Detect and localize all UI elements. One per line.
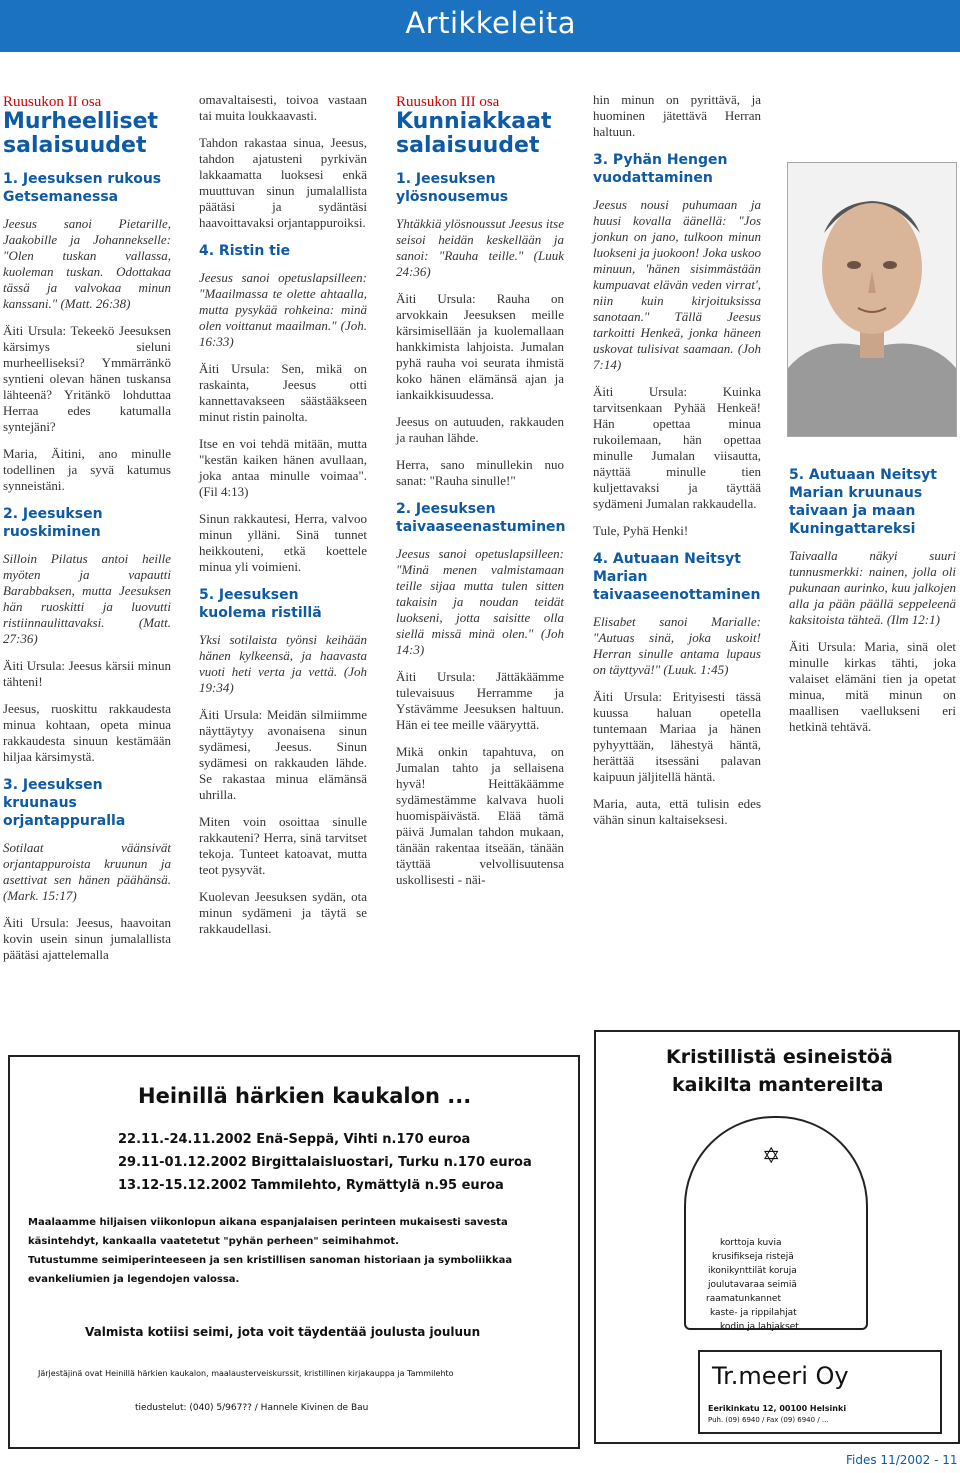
ad-list-item: krusifikseja ristejä (712, 1252, 794, 1262)
ad-body-line: Tutustumme seimiperinteeseen ja sen kristillisen sanoman historiaan ja symboliikkaa (28, 1255, 513, 1266)
star-icon: ✡ (762, 1144, 781, 1169)
paragraph: Jeesus, ruoskittu rakkaudesta minua kohtaan, opeta minua rakkaudesta sinuun kestämään hiljaa kärsimystä. (3, 701, 171, 764)
paragraph: Sinun rakkautesi, Herra, valvoo minun ylläni. Sinä tunnet heikkouteni, etkä koettele minua yli voimieni. (199, 511, 367, 574)
series-label: Ruusukon II osa (3, 94, 102, 110)
paragraph: Itse en voi tehdä mitään, mutta "kestän kaiken hänen avullaan, joka antaa minulle voimaa". (Fil 4:13) (199, 436, 367, 499)
paragraph: Tahdon rakastaa sinua, Jeesus, tahdon ajatusteni pyrkivän lakkaamatta luoksesi enkä muuttuvan sinun jumalallista päätäsi ja sydäntäsi haavoittavaksi orjantappuroiksi. (199, 135, 367, 230)
ad-list-item: joulutavaraa seimiä (708, 1280, 797, 1290)
ad-list-item: kaste- ja rippilahjat (710, 1308, 797, 1318)
paragraph: omavaltaisesti, toivoa vastaan tai muita loukkaavasti. (199, 92, 367, 123)
section-heading: 1. Jeesuksen rukous Getsemanessa (3, 171, 162, 205)
ad-brand-box (698, 1350, 942, 1434)
paragraph: Äiti Ursula: Jeesus kärsii minun tähteni! (3, 658, 171, 689)
section-heading: 2. Jeesuksen taivaaseenastuminen (396, 501, 566, 535)
section-heading: 5. Autuaan Neitsyt Marian kruunaus taivaan ja maan Kuningattareksi (789, 467, 937, 537)
scripture-quote: Elisabet sanoi Marialle: "Autuas sinä, joka uskoit! Herran sinulle antama lupaus on täyttyvä!" (Luuk. 1:45) (593, 614, 761, 677)
scripture-quote: Silloin Pilatus antoi heille myöten ja vapautti Barabbaksen, mutta Jeesuksen hän ruoskitti ja luovutti ristiinnaulittavaksi. (Matt. 27:36) (3, 551, 171, 646)
ad-body-line: Maalaamme hiljaisen viikonlopun aikana espanjalaisen perinteen mukaisesti savesta (28, 1217, 508, 1228)
ad-headline: Kristillistä esineistöä (666, 1046, 893, 1068)
paragraph: hin minun on pyrittävä, ja huominen jätettävä Herran haltuun. (593, 92, 761, 139)
ad-small-print: tiedustelut: (040) 5/967?? / Hannele Kivinen de Bau (135, 1403, 369, 1413)
series-title: Kunniakkaat salaisuudet (396, 109, 552, 158)
page-footer: Fides 11/2002 - 11 (846, 1453, 958, 1467)
paragraph: Äiti Ursula: Rauha on arvokkain Jeesuksen meille kärsimisellään ja kuolemallaan hankkimista lahjoista. Jumalan pyhä rauha voi seurata ihmistä koko hänen elämänsä ajan ja iankaikkisuudessa. (396, 291, 564, 402)
paragraph: Kuolevan Jeesuksen sydän, ota minun sydämeni ja täytä se rakkaudellasi. (199, 889, 367, 936)
scripture-quote: Jeesus nousi puhumaan ja huusi kovalla äänellä: "Jos jonkun on jano, tulkoon minun luokseni ja juokoon! Joka uskoo minuun, 'hänen sisimmästään kumpuavat elävän veden virrat', niin kuin kirjoituksissa sanotaan." Tällä Jeesus tarkoitti Henkeä, jonka häneen uskovat tulisivat saamaan. (Joh 7:14) (593, 197, 761, 372)
column-3 (396, 94, 564, 899)
paragraph: Maria, Äitini, ano minulle todellinen ja syvä katumus synneistäni. (3, 446, 171, 493)
paragraph: Äiti Ursula: Kuinka tarvitsenkaan Pyhää Henkeä! Hän opettaa minua rukoilemaan, hän opettaa minulle Jumalan viisautta, näyttää minulle tien kuljettavaksi ja täyttää sydämeni Jumalan rakkaudella. (593, 384, 761, 511)
paragraph: Äiti Ursula: Sen, mikä on raskainta, Jeesus otti kannettavakseen säästääkseen minut ristin painolta. (199, 361, 367, 424)
paragraph: Äiti Ursula: Jeesus, haavoitan kovin usein sinun jumalallista päätäsi ajattelemalla (3, 915, 171, 962)
brand-address: Eerikinkatu 12, 00100 Helsinki (708, 1404, 847, 1413)
page-title: Artikkeleita (405, 6, 576, 40)
scripture-quote: Sotilaat väänsivät orjantappuroista kruunun ja asettivat sen hänen päähänsä. (Mark. 15:17) (3, 840, 171, 903)
section-heading: 2. Jeesuksen ruoskiminen (3, 506, 103, 540)
paragraph: Äiti Ursula: Tekeekö Jeesuksen kärsimys sieluni murheelliseksi? Ymmärränkö syntieni olevan hänen tuskansa lähteenä? Yritänkö lohduttaa Herraa edes katumalla syntejäni? (3, 323, 171, 434)
section-heading: 4. Autuaan Neitsyt Marian taivaaseenottaminen (593, 551, 761, 603)
scripture-quote: Taivaalla näkyi suuri tunnusmerkki: nainen, jolla oli pukunaan aurinko, kuu jalkojen alla ja pään päällä seppeleenä kaksitoista tähteä. (Ilm 12:1) (789, 548, 956, 627)
brand-phone: Puh. (09) 6940 / Fax (09) 6940 / ... (708, 1416, 829, 1424)
paragraph: Maria, auta, että tulisin edes vähän sinun kaltaiseksesi. (593, 796, 761, 827)
portrait-photo (787, 162, 957, 437)
section-heading: 3. Pyhän Hengen vuodattaminen (593, 152, 728, 186)
header-bar (0, 0, 960, 52)
paragraph: Äiti Ursula: Erityisesti tässä kuussa haluan opetella tuntemaan Mariaa ja hänen pyhyyttään, lähestyä häntä, herättää itsessäni palavan kaipuun jäljitellä häntä. (593, 689, 761, 784)
ad-body-line: evankeliumien ja legendojen valossa. (28, 1274, 240, 1285)
section-heading: 4. Ristin tie (199, 243, 291, 259)
scripture-quote: Yhtäkkiä ylösnoussut Jeesus itse seisoi heidän keskellään ja sanoi: "Rauha teille." (Luuk 24:36) (396, 216, 564, 279)
column-1 (3, 94, 171, 974)
column-4 (593, 92, 761, 839)
section-heading: 1. Jeesuksen ylösnousemus (396, 171, 509, 205)
column-2 (199, 92, 367, 948)
paragraph: Jeesus on autuuden, rakkauden ja rauhan lähde. (396, 414, 564, 445)
advertisement-nativity-course (8, 1055, 580, 1449)
ad-list-item: korttoja kuvia (720, 1238, 782, 1248)
ad-list-item: raamatunkannet (706, 1294, 781, 1304)
paragraph: Tule, Pyhä Henki! (593, 523, 689, 538)
paragraph: Mikä onkin tapahtuva, on Jumalan tahto ja sellaisena hyvä! Heittäkäämme sydämestämme kalvava huoli huomispäivästä. Elää tämä päivä Jumalan tahdon mukaan, tänään rakentaa itseään, tänään täyttää velvollisuutensa uskollisesti - näi- (396, 744, 564, 887)
ad-list-item: ikonikynttilät koruja (708, 1266, 797, 1276)
ad-small-print: Järjestäjinä ovat Heinillä härkien kaukalon, maalausterveiskurssit, kristillinen kirjakauppa ja Tammilehto (38, 1369, 454, 1378)
scripture-quote: Yksi sotilaista työnsi keihään hänen kylkeensä, ja haavasta vuoti heti verta ja vettä. (Joh 19:34) (199, 632, 367, 695)
ad-headline: Heinillä härkien kaukalon ... (138, 1084, 472, 1108)
portrait-image (788, 163, 956, 436)
section-heading: 3. Jeesuksen kruunaus orjantappuralla (3, 777, 126, 829)
ad-date-line: 22.11.-24.11.2002 Enä-Seppä, Vihti n.170 euroa (118, 1132, 471, 1147)
ad-list-item: kodin ja lahjakset (720, 1322, 799, 1332)
column-5 (789, 460, 956, 746)
series-label: Ruusukon III osa (396, 94, 500, 110)
ad-banner-text: Valmista kotiisi seimi, jota voit täydentää joulusta jouluun (85, 1325, 481, 1339)
advertisement-christian-goods (594, 1030, 960, 1444)
ad-date-line: 13.12-15.12.2002 Tammilehto, Rymättylä n.95 euroa (118, 1178, 504, 1193)
paragraph: Äiti Ursula: Jättäkäämme tulevaisuus Herramme ja Ystävämme Jeesuksen haltuun. Hän ei tee meille vääryyttä. (396, 669, 564, 732)
series-title: Murheelliset salaisuudet (3, 109, 159, 158)
scripture-quote: Jeesus sanoi opetuslapsilleen: "Maailmassa te olette ahtaalla, mutta pysykää rohkeina: minä olen voittanut maailman." (Joh. 16:33) (199, 270, 367, 349)
scripture-quote: Jeesus sanoi Pietarille, Jaakobille ja Johannekselle: "Olen tuskan vallassa, kuoleman tuskan. Odottakaa tässä ja valvokaa minun kanssani." (Matt. 26:38) (3, 216, 171, 311)
section-heading: 5. Jeesuksen kuolema ristillä (199, 587, 322, 621)
ad-date-line: 29.11-01.12.2002 Birgittalaisluostari, Turku n.170 euroa (118, 1155, 532, 1170)
paragraph: Herra, sano minullekin nuo sanat: "Rauha sinulle!" (396, 457, 564, 488)
paragraph: Äiti Ursula: Meidän silmiimme näyttäytyy avonaisena sinun sydämesi, Jeesus. Sinun sydämesi on rakkauden lähde. Se rakastaa minua elämänsä uhrilla. (199, 707, 367, 802)
ad-headline: kaikilta mantereilta (672, 1074, 884, 1096)
scripture-quote: Jeesus sanoi opetuslapsilleen: "Minä menen valmistamaan teille sijaa mutta tulen sitten takaisin ja noudan teidät luokseni, jotta saisitte olla siellä missä minä olen." (Joh 14:3) (396, 546, 564, 657)
ad-body-line: käsintehdyt, kankaalla vaatetetut "pyhän perheen" seimihahmot. (28, 1236, 399, 1247)
brand-name: Tr.meeri Oy (712, 1362, 849, 1390)
paragraph: Äiti Ursula: Maria, sinä olet minulle kirkas tähti, joka valaiset elämäni tien ja opetat minua, mitä minun on maallisen vaellukseni eri hetkinä tehtävä. (789, 639, 956, 734)
paragraph: Miten voin osoittaa sinulle rakkauteni? Herra, sinä tarvitset tekoja. Tunteet katoavat, mutta teot pysyvät. (199, 814, 367, 877)
